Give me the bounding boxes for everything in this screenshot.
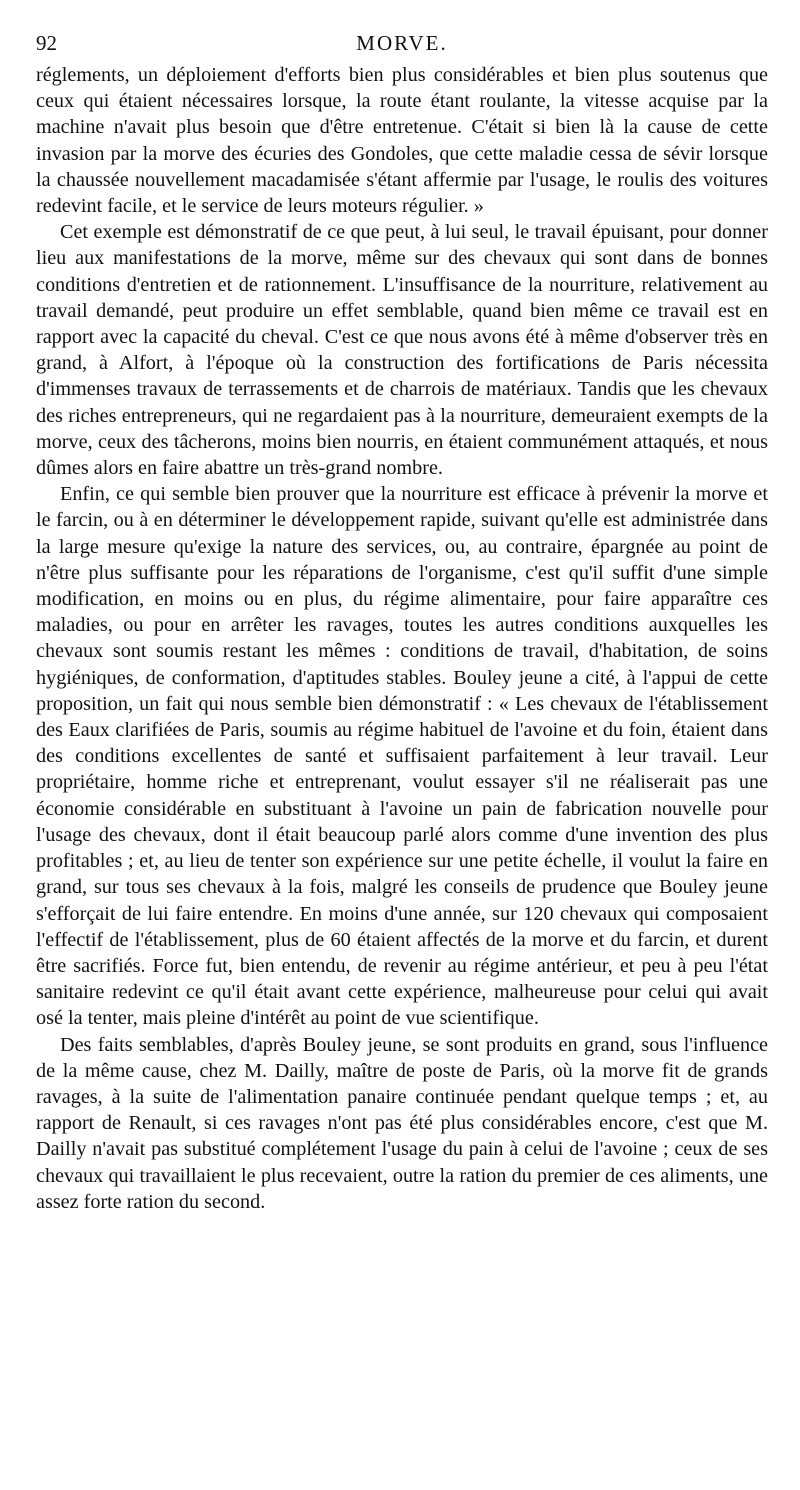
body-text	[36, 62, 768, 1215]
running-header	[36, 28, 768, 58]
running-title: MORVE.	[356, 31, 448, 55]
paragraph-continuation: réglements, un déploiement d'efforts bien plus considérables et bien plus soutenus que ceux qui étaient nécessaires lorsque, la route étant roulante, la vitesse acquise par la machine n'avait plus besoin que d'être entretenue. C'était si bien là la cause de cette invasion par la morve des écuries des Gondoles, que cette maladie cessa de sévir lorsque la chaussée nouvellement macadamisée s'étant affermie par l'usage, le roulis des voitures redevint facile, et le service de leurs moteurs régulier. »	[36, 64, 768, 218]
paragraph-faits-semblables: Des faits semblables, d'après Bouley jeune, se sont produits en grand, sous l'influence de la même cause, chez M. Dailly, maître de poste de Paris, où la morve fit de grands ravages, à la suite de l'alimentation panaire continuée pendant quelque temps ; et, au rapport de Renault, si ces ravages n'ont pas été plus considérables encore, c'est que M. Dailly n'avait pas substitué complétement l'usage du pain à celui de l'avoine ; ceux de ses chevaux qui travaillaient le plus recevaient, outre la ration du premier de ces aliments, une assez forte ration du second.	[36, 1033, 768, 1213]
page-number: 92	[36, 31, 57, 55]
paragraph-enfin: Enfin, ce qui semble bien prouver que la nourriture est efficace à prévenir la morve et le farcin, ou à en déterminer le développement rapide, suivant qu'elle est administrée dans la large mesure qu'exige la nature des services, ou, au contraire, épargnée au point de n'être plus suffisante pour les réparations de l'organisme, c'est qu'il suffit d'une simple modification, en moins ou en plus, du régime alimentaire, pour faire apparaître ces maladies, ou pour en arrêter les ravages, toutes les autres conditions auxquelles les chevaux sont soumis restant les mêmes : conditions de travail, d'habitation, de soins hygiéniques, de conformation, d'aptitudes stables. Bouley jeune a cité, à l'appui de cette proposition, un fait qui nous semble bien démonstratif : « Les chevaux de l'établissement des Eaux clarifiées de Paris, soumis au régime habituel de l'avoine et du foin, étaient dans des conditions excellentes de santé et suffisaient parfaitement à leur travail. Leur propriétaire, homme riche et entreprenant, voulut essayer s'il ne réaliserait pas une économie considérable en substituant à l'avoine un pain de fabrication nouvelle pour l'usage des chevaux, dont il était beaucoup parlé alors comme d'une invention des plus profitables ; et, au lieu de tenter son expérience sur une petite échelle, il voulut la faire en grand, sur tous ses chevaux à la fois, malgré les conseils de prudence que Bouley jeune s'efforçait de lui faire entendre. En moins d'une année, sur 120 chevaux qui composaient l'effectif de l'établissement, plus de 60 étaient affectés de la morve et du farcin, et durent être sacrifiés. Force fut, bien entendu, de revenir au régime antérieur, et peu à peu l'état sanitaire redevint ce qu'il était avant cette expérience, malheureuse pour celui qui avait osé la tenter, mais pleine d'intérêt au point de vue scientifique.	[36, 483, 768, 1030]
paragraph-exemple: Cet exemple est démonstratif de ce que peut, à lui seul, le travail épuisant, pour donner lieu aux manifestations de la morve, même sur des chevaux qui sont dans de bonnes conditions d'entretien et de rationnement. L'insuffisance de la nourriture, relativement au travail demandé, peut produire un effet semblable, quand bien même ce travail est en rapport avec la capacité du cheval. C'est ce que nous avons été à même d'observer très en grand, à Alfort, à l'époque où la construction des fortifications de Paris nécessita d'immenses travaux de terrassements et de charrois de matériaux. Tandis que les chevaux des riches entrepreneurs, qui ne regardaient pas à la nourriture, demeuraient exempts de la morve, ceux des tâcherons, moins bien nourris, en étaient communément attaqués, et nous dûmes alors en faire abattre un très-grand nombre.	[36, 221, 768, 480]
